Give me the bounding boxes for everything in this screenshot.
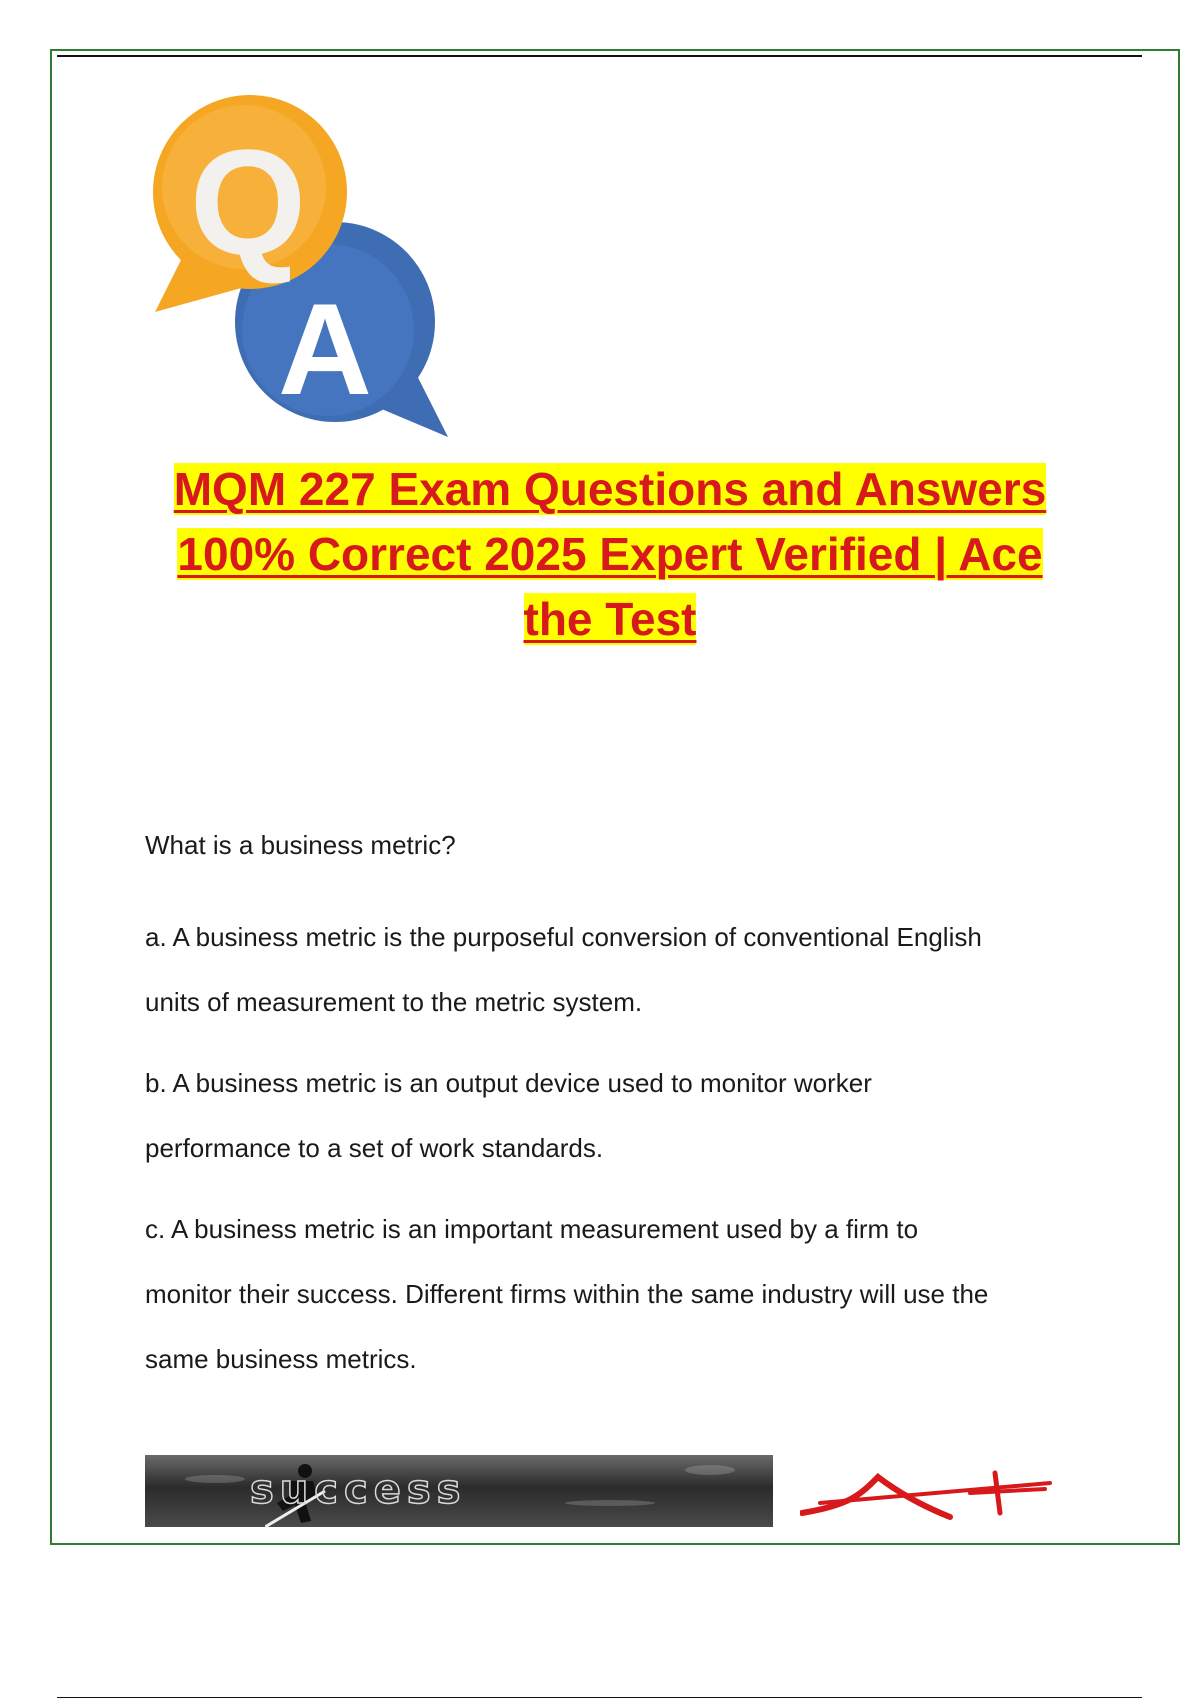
option-b-line-1: b. A business metric is an output device used to monitor worker	[145, 1068, 872, 1098]
option-c-line-1: c. A business metric is an important measurement used by a firm to	[145, 1214, 919, 1244]
option-a-line-2: units of measurement to the metric system.	[145, 987, 643, 1017]
option-c	[145, 1197, 1095, 1392]
title-line-2: 100% Correct 2025 Expert Verified | Ace	[177, 528, 1043, 580]
title-line-1: MQM 227 Exam Questions and Answers	[173, 463, 1047, 515]
option-b	[145, 1051, 1095, 1181]
qa-logo	[150, 82, 460, 452]
q-letter: Q	[189, 118, 307, 286]
title-line-3: the Test	[523, 593, 697, 645]
option-c-line-2: monitor their success. Different firms within the same industry will use the	[145, 1279, 989, 1309]
success-banner-image	[145, 1455, 773, 1527]
question-text: What is a business metric?	[145, 830, 456, 860]
question-block	[145, 825, 1095, 1408]
option-a	[145, 905, 1095, 1035]
top-rule	[57, 55, 1142, 57]
bottom-rule	[57, 1697, 1142, 1698]
option-a-line-1: a. A business metric is the purposeful conversion of conventional English	[145, 922, 982, 952]
option-c-line-3: same business metrics.	[145, 1344, 417, 1374]
a-plus-grade-mark	[800, 1465, 1065, 1525]
success-word: success	[250, 1467, 467, 1513]
option-b-line-2: performance to a set of work standards.	[145, 1133, 604, 1163]
document-title	[140, 457, 1080, 652]
a-letter: A	[278, 276, 372, 422]
